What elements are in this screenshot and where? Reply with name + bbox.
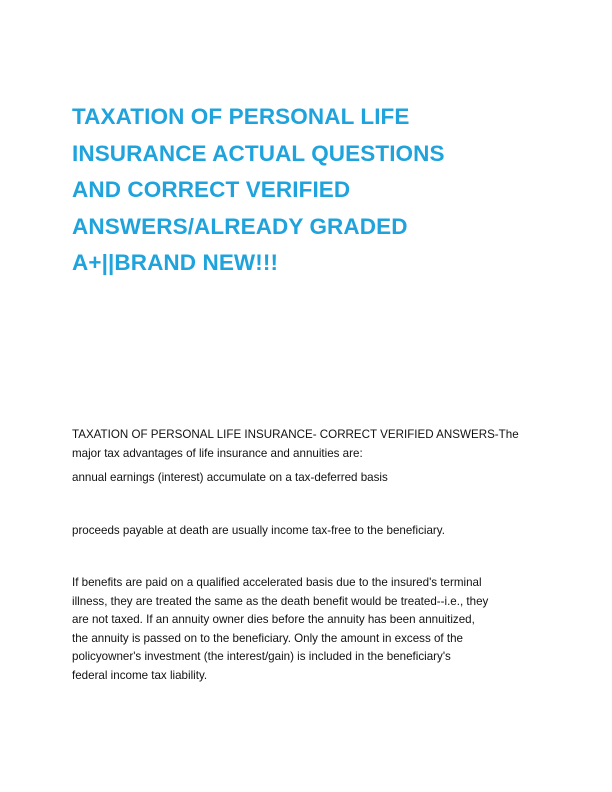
paragraph-accelerated-benefits xyxy=(72,574,542,686)
paragraph-death-proceeds xyxy=(72,522,542,541)
text-line: are not taxed. If an annuity owner dies before the annuity has been annuitized, xyxy=(72,613,475,627)
document-title xyxy=(72,99,542,282)
text-line: policyowner's investment (the interest/gain) is included in the beneficiary's xyxy=(72,650,451,664)
paragraph-intro xyxy=(72,426,542,463)
text-line: If benefits are paid on a qualified accelerated basis due to the insured's terminal xyxy=(72,576,482,589)
text-line: major tax advantages of life insurance and annuities are: xyxy=(72,446,363,460)
paragraph-tax-deferred xyxy=(72,469,542,488)
title-line: AND CORRECT VERIFIED xyxy=(72,177,351,202)
text-line: proceeds payable at death are usually income tax-free to the beneficiary. xyxy=(72,524,445,537)
title-line: A+||BRAND NEW!!! xyxy=(72,250,279,275)
text-line: annual earnings (interest) accumulate on a tax-deferred basis xyxy=(72,471,388,484)
text-line: the annuity is passed on to the beneficiary. Only the amount in excess of the xyxy=(72,631,463,645)
text-line: federal income tax liability. xyxy=(72,668,208,682)
title-line: TAXATION OF PERSONAL LIFE xyxy=(72,104,410,129)
text-line: illness, they are treated the same as the death benefit would be treated--i.e., they xyxy=(72,594,489,608)
title-line: ANSWERS/ALREADY GRADED xyxy=(72,213,408,239)
text-line: TAXATION OF PERSONAL LIFE INSURANCE- CORRECT VERIFIED ANSWERS-The xyxy=(72,428,519,441)
title-line: INSURANCE ACTUAL QUESTIONS xyxy=(72,140,445,166)
